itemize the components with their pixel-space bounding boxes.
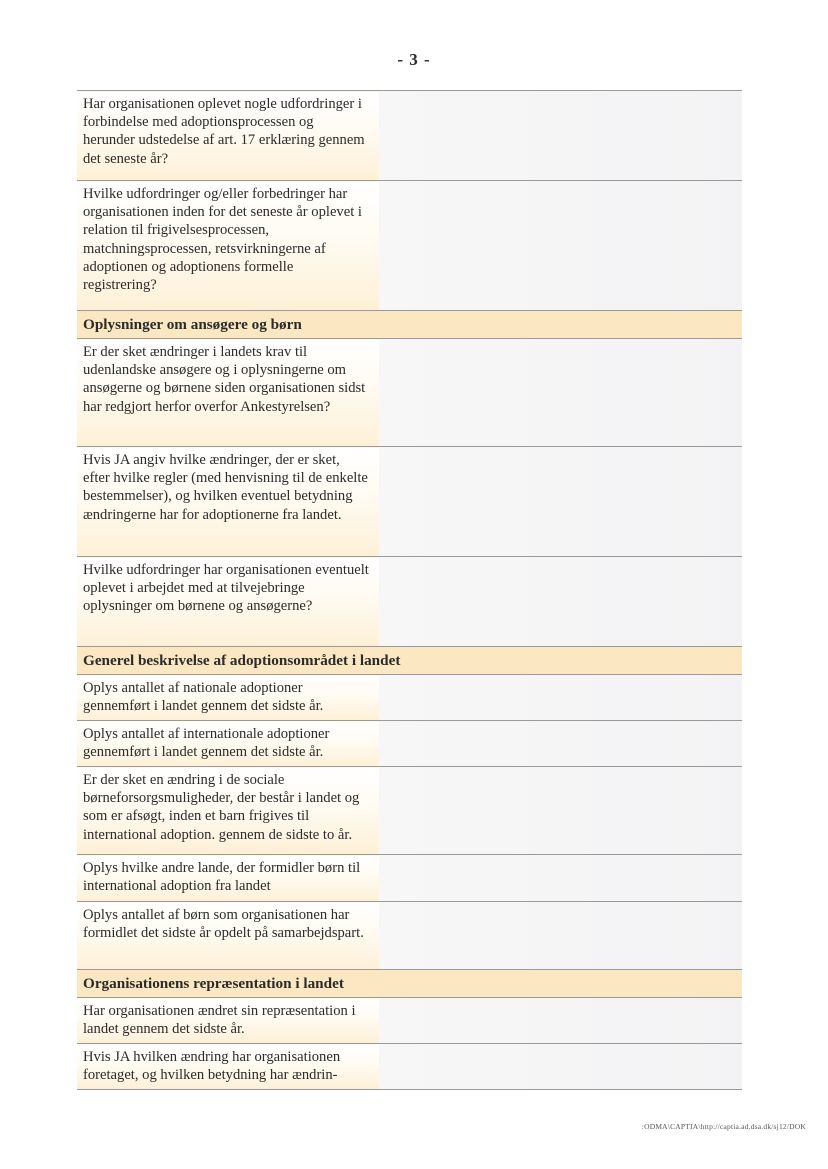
answer-field[interactable]: [379, 181, 742, 311]
question-cell: [77, 721, 379, 767]
answer-field[interactable]: [379, 902, 742, 970]
question-row: [77, 447, 742, 557]
question-cell: [77, 675, 379, 721]
answer-field[interactable]: [379, 855, 742, 902]
question-text: Har organisationen oplevet nogle udfordringer i forbindelse med adoptionsprocessen og herunder udstedelse af art. 17 erklæring gennem det seneste år?: [83, 96, 365, 167]
question-cell: [77, 855, 379, 902]
question-row: [77, 1044, 742, 1090]
question-cell: [77, 557, 379, 647]
question-row: [77, 557, 742, 647]
question-cell: [77, 902, 379, 970]
section-heading: Generel beskrivelse af adoptionsområdet i landet: [77, 647, 742, 675]
question-text: Oplys hvilke andre lande, der formidler børn til international adoption fra landet: [83, 860, 361, 895]
question-cell: [77, 767, 379, 855]
answer-field[interactable]: [379, 447, 742, 557]
section-heading-row: [77, 647, 742, 675]
question-text: Har organisationen ændret sin repræsentation i landet gennem det sidste år.: [83, 1003, 356, 1038]
question-text: Er der sket ændringer i landets krav til udenlandske ansøgere og i oplysningerne om ansøgerne og børnene siden organisationen sidst har redgjort herfor overfor Ankestyrelsen?: [83, 344, 366, 415]
question-text: Hvis JA angiv hvilke ændringer, der er sket, efter hvilke regler (med henvisning til de enkelte bestemmelser), og hvilken eventuel betydning ændringerne har for adoptionerne fra landet.: [83, 452, 368, 523]
answer-field[interactable]: [379, 721, 742, 767]
answer-field[interactable]: [379, 91, 742, 181]
question-row: [77, 767, 742, 855]
answer-field[interactable]: [379, 339, 742, 447]
question-text: Er der sket en ændring i de sociale børneforsorgsmuligheder, der består i landet og som er afsøgt, inden et barn frigives til international adoption. gennem de sidste to år.: [83, 772, 360, 843]
question-row: [77, 181, 742, 311]
question-row: [77, 339, 742, 447]
question-text: Hvis JA hvilken ændring har organisationen foretaget, og hvilken betydning har ændrin-: [83, 1049, 341, 1084]
question-row: [77, 855, 742, 902]
answer-field[interactable]: [379, 1044, 742, 1090]
question-cell: [77, 998, 379, 1044]
answer-field[interactable]: [379, 557, 742, 647]
section-heading-row: [77, 311, 742, 339]
question-row: [77, 998, 742, 1044]
question-cell: [77, 1044, 379, 1090]
page-number: - 3 -: [397, 50, 431, 69]
answer-field[interactable]: [379, 675, 742, 721]
question-cell: [77, 339, 379, 447]
question-row: [77, 721, 742, 767]
answer-field[interactable]: [379, 998, 742, 1044]
document-path-footer: :ODMA\CAPTIA\http://captia.ad.dsa.dk/sj12/DOK: [641, 1122, 806, 1131]
section-heading-row: [77, 970, 742, 998]
question-text: Oplys antallet af børn som organisationen har formidlet det sidste år opdelt på samarbejdspart.: [83, 907, 364, 942]
question-text: Hvilke udfordringer og/eller forbedringer har organisationen inden for det seneste år oplevet i relation til frigivelsesprocessen, matchningsprocessen, retsvirkningerne af adoptionen og adoptionens formelle registrering?: [83, 186, 362, 294]
question-cell: [77, 91, 379, 181]
question-text: Oplys antallet af internationale adoptioner gennemført i landet gennem det sidste år.: [83, 726, 330, 761]
question-cell: [77, 447, 379, 557]
question-row: [77, 675, 742, 721]
question-cell: [77, 181, 379, 311]
section-heading: Organisationens repræsentation i landet: [77, 970, 742, 998]
question-row: [77, 91, 742, 181]
answer-field[interactable]: [379, 767, 742, 855]
question-text: Oplys antallet af nationale adoptioner gennemført i landet gennem det sidste år.: [83, 680, 324, 715]
section-heading: Oplysninger om ansøgere og børn: [77, 311, 742, 339]
question-text: Hvilke udfordringer har organisationen eventuelt oplevet i arbejdet med at tilvejebringe oplysninger om børnene og ansøgerne?: [83, 562, 369, 615]
question-row: [77, 902, 742, 970]
questionnaire-table: [77, 90, 742, 1090]
